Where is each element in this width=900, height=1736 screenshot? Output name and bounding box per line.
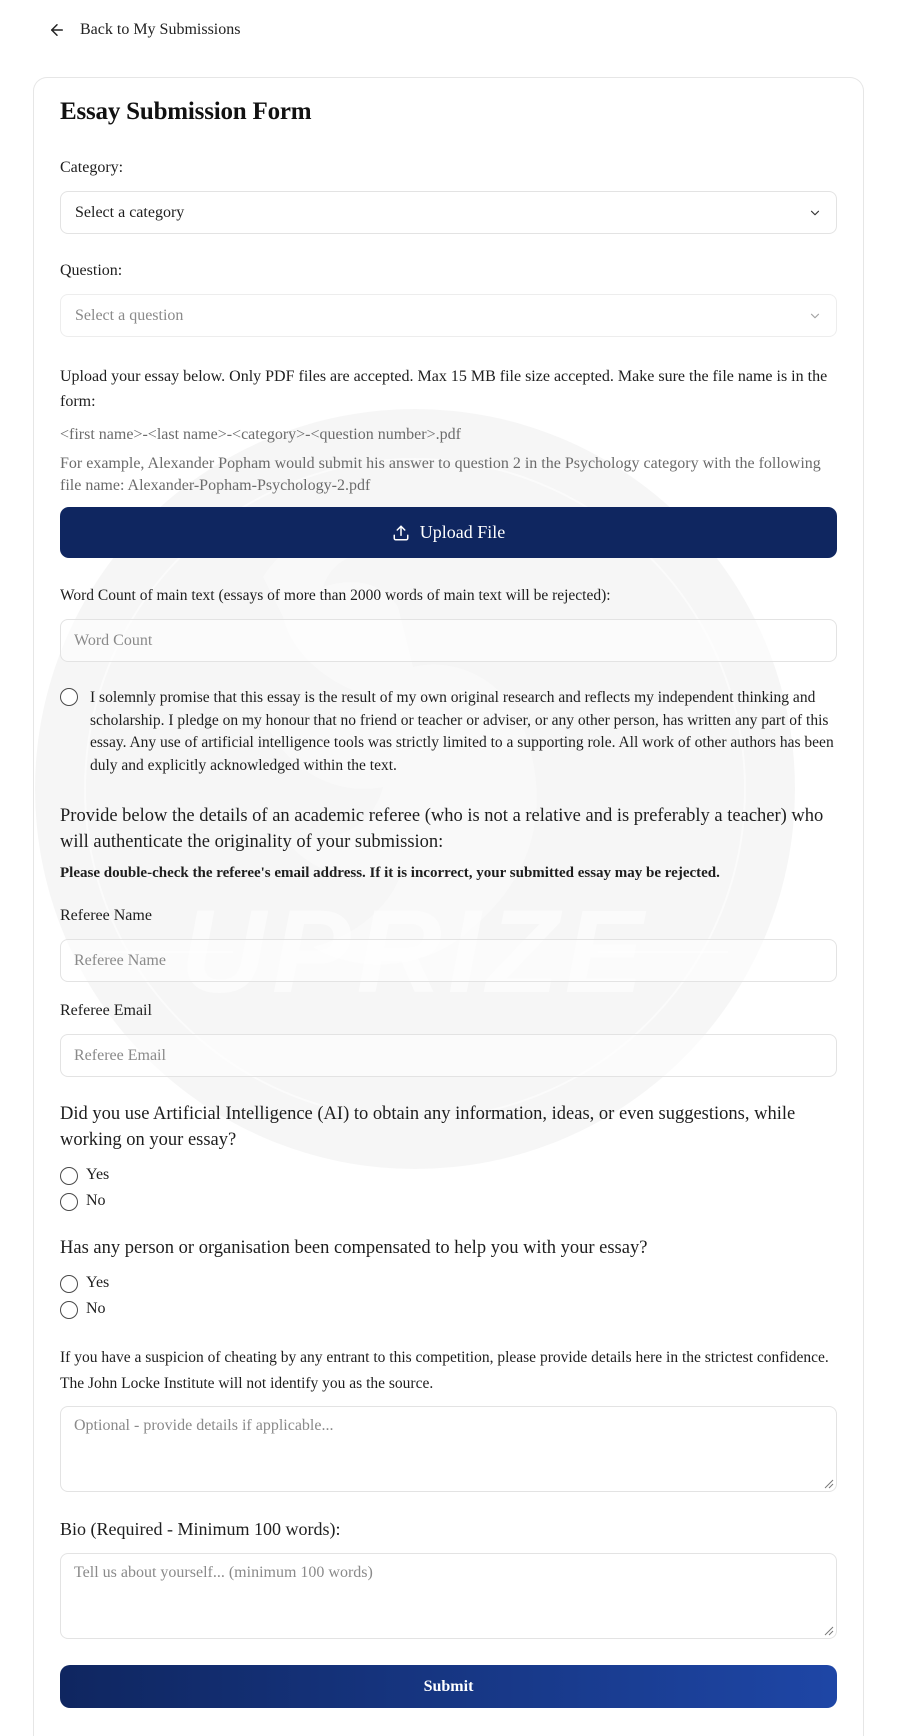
back-to-submissions-link[interactable] bbox=[48, 18, 240, 42]
comp-no-label: No bbox=[86, 1300, 106, 1317]
ai-yes-radio[interactable] bbox=[60, 1167, 78, 1185]
upload-button-label: Upload File bbox=[419, 522, 506, 542]
compensation-question: Has any person or organisation been compensated to help you with your essay? bbox=[60, 1238, 648, 1258]
upload-icon bbox=[392, 524, 410, 542]
question-label: Question: bbox=[60, 262, 123, 279]
arrow-left-icon bbox=[48, 21, 66, 39]
word-count-label: Word Count of main text (essays of more than 2000 words of main text will be rejected): bbox=[60, 587, 611, 604]
chevron-down-icon bbox=[808, 309, 822, 323]
ai-yes-label: Yes bbox=[86, 1166, 110, 1183]
category-label: Category: bbox=[60, 159, 124, 176]
referee-name-input[interactable] bbox=[60, 939, 837, 982]
ai-no-label: No bbox=[86, 1192, 106, 1209]
ai-no-radio[interactable] bbox=[60, 1193, 78, 1211]
upload-file-button[interactable] bbox=[60, 507, 837, 558]
resize-handle-icon[interactable] bbox=[824, 1626, 834, 1636]
referee-name-label: Referee Name bbox=[60, 907, 152, 924]
back-link-label: Back to My Submissions bbox=[80, 21, 241, 38]
comp-yes-label: Yes bbox=[86, 1274, 110, 1291]
pledge-text: I solemnly promise that this essay is the result of my own original research and reflects my independent thinking and scholarship. I pledge on my honour that no friend or teacher or adviser, or any other person, has written any part of this essay. Any use of artificial intelligence tools was strictly limited to a supporting role. All work of other authors has been duly and explicitly acknowledged within the text. bbox=[90, 689, 834, 774]
upload-instructions: Upload your essay below. Only PDF files are accepted. Max 15 MB file size accepted. Make sure the file name is in the form: bbox=[60, 368, 828, 410]
filename-format: <first name>-<last name>-<category>-<question number>.pdf bbox=[60, 426, 461, 443]
bio-label: Bio (Required - Minimum 100 words): bbox=[60, 1519, 341, 1539]
word-count-input[interactable] bbox=[60, 619, 837, 662]
filename-example: For example, Alexander Popham would submit his answer to question 2 in the Psychology category with the following file name: Alexander-Popham-Psychology-2.pdf bbox=[60, 455, 821, 494]
referee-email-label: Referee Email bbox=[60, 1002, 152, 1019]
submit-button[interactable]: Submit bbox=[60, 1665, 837, 1708]
page-title: Essay Submission Form bbox=[60, 98, 312, 125]
question-select[interactable] bbox=[60, 294, 837, 337]
category-select[interactable] bbox=[60, 191, 837, 234]
chevron-down-icon bbox=[808, 206, 822, 220]
cheating-details-textarea[interactable] bbox=[60, 1406, 837, 1492]
comp-yes-radio[interactable] bbox=[60, 1275, 78, 1293]
pledge-checkbox[interactable] bbox=[60, 688, 78, 706]
category-select-value: Select a category bbox=[75, 203, 185, 221]
referee-intro: Provide below the details of an academic referee (who is not a relative and is preferably a teacher) who will authenticate the originality of your submission: bbox=[60, 806, 824, 852]
comp-no-radio[interactable] bbox=[60, 1301, 78, 1319]
question-select-value: Select a question bbox=[75, 306, 184, 324]
ai-question: Did you use Artificial Intelligence (AI) to obtain any information, ideas, or even suggestions, while working on your essay? bbox=[60, 1104, 796, 1150]
bio-textarea[interactable] bbox=[60, 1553, 837, 1639]
referee-email-warning: Please double-check the referee's email address. If it is incorrect, your submitted essay may be rejected. bbox=[60, 865, 720, 881]
resize-handle-icon[interactable] bbox=[824, 1479, 834, 1489]
referee-email-input[interactable] bbox=[60, 1034, 837, 1077]
cheating-report-text: If you have a suspicion of cheating by any entrant to this competition, please provide details here in the strictest confidence. The John Locke Institute will not identify you as the source. bbox=[60, 1349, 829, 1392]
